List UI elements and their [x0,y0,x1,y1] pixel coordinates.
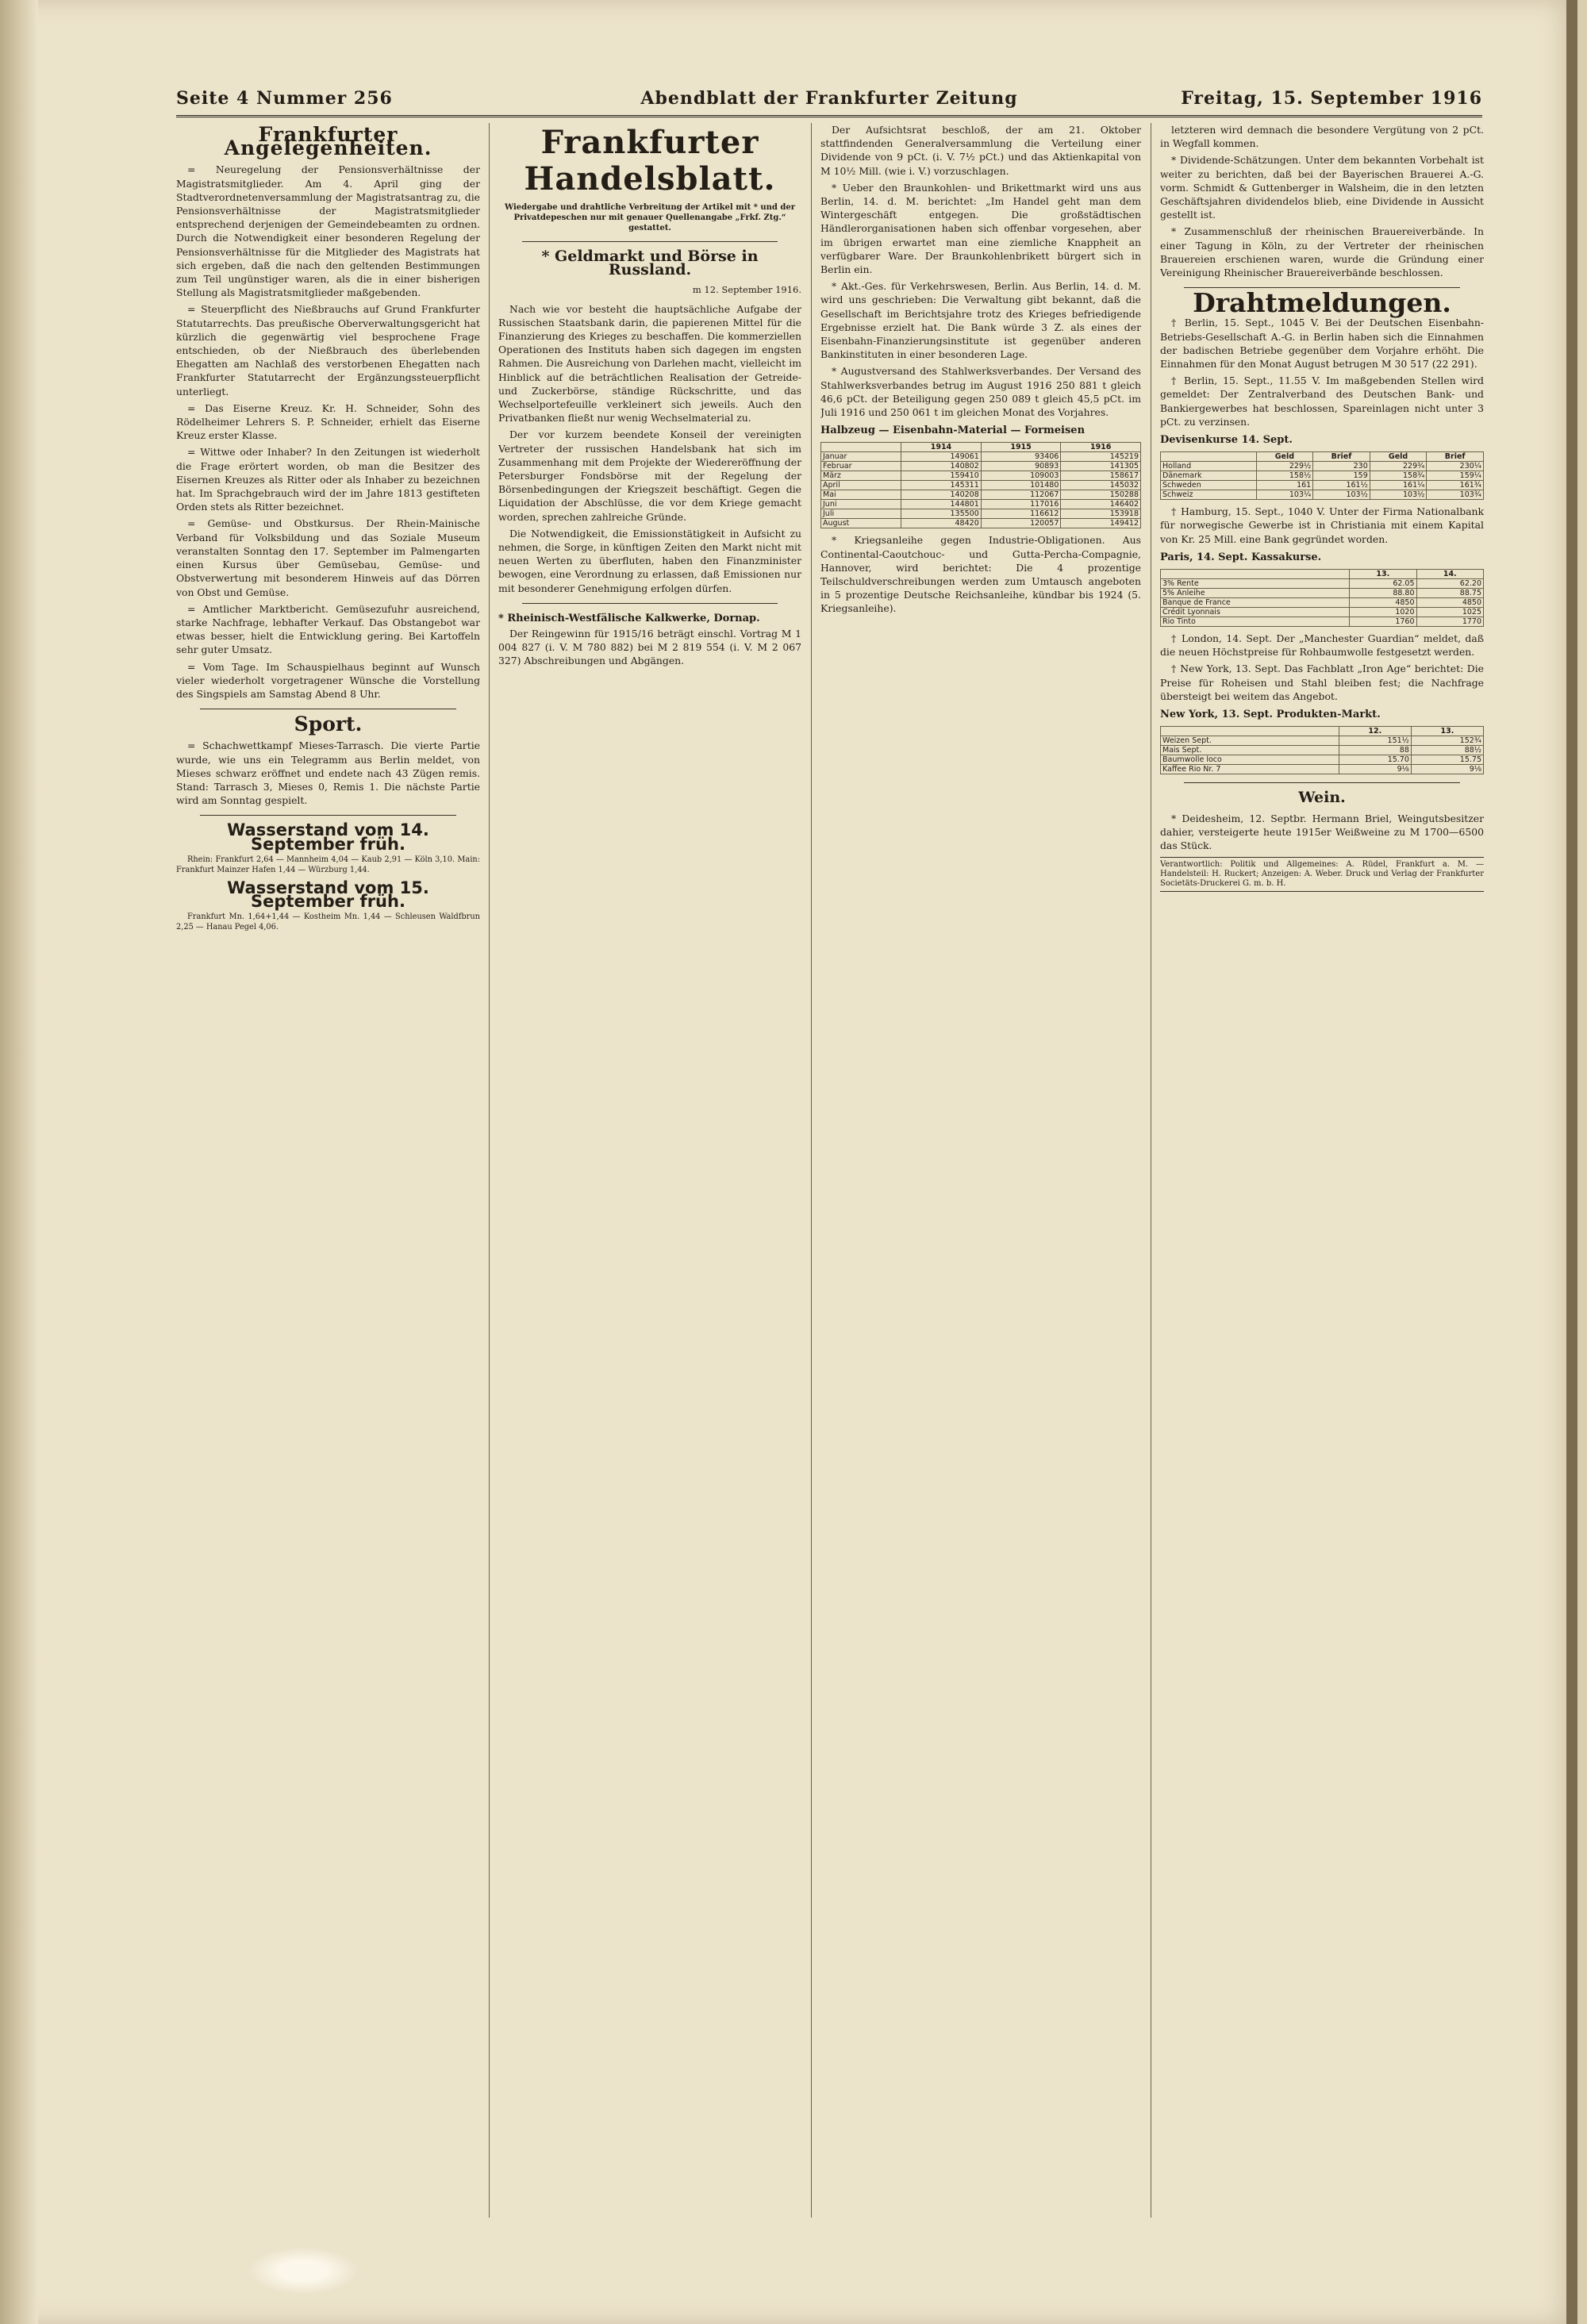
table-cell: 120057 [981,519,1061,528]
article: Die Notwendigkeit, die Emissionstätigkeit in Aufsicht zu nehmen, die Sorge, in künftigen Zeiten den Markt nicht mit neuen Werten zu überfluten, haben den Finanzminister bewogen, eine Verordnung zu erlassen, daß Emissionen nur mit besonderer Genehmigung erfolgen dürfen. [498,527,801,594]
table-cell: Juni [821,500,901,509]
table-cell: 15.70 [1339,755,1411,765]
divider [522,603,778,604]
column-header: 1915 [981,443,1061,452]
table-row [1161,481,1484,490]
page-edge [1566,0,1577,2324]
column-header [1161,727,1339,736]
table-cell: 109003 [981,471,1061,481]
column-header: Geld [1370,452,1427,462]
table-cell: 5% Anleihe [1161,589,1350,598]
page-header [176,83,1482,117]
article: letzteren wird demnach die besondere Vergütung von 2 pCt. in Wegfall kommen. [1160,124,1484,150]
table-cell: 229¾ [1370,462,1427,471]
table-row [1161,589,1484,598]
table-cell: Dänemark [1161,471,1257,481]
divider [522,241,778,242]
table-cell: 141305 [1061,462,1141,471]
table-cell: 153918 [1061,509,1141,519]
table-cell: 159410 [901,471,982,481]
table-cell: 117016 [981,500,1061,509]
table-cell: 62.20 [1416,579,1483,589]
table-row [821,462,1141,471]
article: = Schachwettkampf Mieses-Tarrasch. Die vierte Partie wurde, wie uns ein Telegramm aus Berlin meldet, von Mieses schwarz eröffnet und endete nach 43 Zügen remis. Stand: Tarrasch 3, Mieses 0, Remis 1. Die nächste Partie wird am Sonntag gespielt. [176,739,480,807]
table-header-row [1161,570,1484,579]
section-title: Wein. [1298,789,1346,807]
table-cell: März [821,471,901,481]
table-cell: 159 [1313,471,1370,481]
table-cell: 150288 [1061,490,1141,500]
column-header: 14. [1416,570,1483,579]
article: * Kriegsanleihe gegen Industrie-Obligationen. Aus Continental-Caoutchouc- und Gutta-Percha-Compagnie, Hannover, wird berichtet: Die 4 prozentige Teilschuldverschreibungen werden zum Umtausch angeboten in 5 prozentige Deutsche Reichsanleihe, kündbar bis 1924 (5. Kriegsanleihe). [820,534,1141,615]
column-header: 1916 [1061,443,1141,452]
table-header-row [821,443,1141,452]
article: Der Reingewinn für 1915/16 beträgt einschl. Vortrag M 1 004 827 (i. V. M 780 882) bei M 2 819 554 (i. V. M 2 067 327) Abschreibungen und Abgängen. [498,628,801,667]
page-binding [0,0,38,2324]
table-cell: 116612 [981,509,1061,519]
table-cell: 144801 [901,500,982,509]
section-title: Sport. [294,713,363,736]
article: = Steuerpflicht des Nießbrauchs auf Grund Frankfurter Statutarrechts. Das preußische Oberverwaltungsgericht hat kürzlich die gegenwärtig viel besprochene Frage entschieden, ob der Nießbrauch des überlebenden Ehegatten am Nachlaß des verstorbenen Ehegatten nach Frankfurter Statutarrecht der Ergänzungssteuerpflicht unterliegt. [176,303,480,398]
table-row [1161,462,1484,471]
telegram: † Berlin, 15. Sept., 1045 V. Bei der Deutschen Eisenbahn-Betriebs-Gesellschaft A.-G. in Berlin haben sich die Einnahmen der badischen Betriebe gegenüber dem Vorjahre erhöht. Die Einnahmen für den Monat August betrugen M 30 517 (22 291). [1160,317,1484,371]
table-cell: Holland [1161,462,1257,471]
table-cell: 93406 [981,452,1061,462]
table-cell: 1770 [1416,617,1483,627]
table-row [821,452,1141,462]
table-cell: 3% Rente [1161,579,1350,589]
table-cell: 151½ [1339,736,1411,746]
table-cell: 149061 [901,452,982,462]
column-markets [820,123,1141,2226]
table-row [821,490,1141,500]
table-cell: 88.75 [1416,589,1483,598]
table-cell: 159¼ [1427,471,1484,481]
article-headline: * Rheinisch-Westfälische Kalkwerke, Dornap. [498,612,760,624]
dateline: m 12. September 1916. [692,284,801,296]
table-cell: 103½ [1370,490,1427,500]
column-local-news [176,123,480,2234]
table-row [821,481,1141,490]
paris-quotes-table [1160,569,1484,627]
column-commerce [498,123,801,2202]
table-title: Paris, 14. Sept. Kassakurse. [1160,551,1322,563]
article: Der vor kurzem beendete Konseil der vereinigten Vertreter der russischen Handelsbank hat sich im Zusammenhang mit dem Projekte der Wiedereröffnung der Petersburger Fondsbörse mit der Regelung der Börsenbedingungen der Kriegszeit beschäftigt. Gegen die Liquidation der Abschlüsse, die vor dem Kriege gemacht worden, sprechen zahlreiche Gründe. [498,428,801,523]
table-row [1161,755,1484,765]
table-row [1161,617,1484,627]
article: = Amtlicher Marktbericht. Gemüsezufuhr ausreichend, starke Nachfrage, lebhafter Verkauf. Das Obstangebot war etwas besser, hielt die Entwicklung gering. Bei Kartoffeln sehr guter Umsatz. [176,602,480,656]
divider [200,815,456,816]
telegram: † London, 14. Sept. Der „Manchester Guardian“ meldet, daß die neuen Höchstpreise für Rohbaumwolle festgesetzt werden. [1160,632,1484,659]
article: * Zusammenschluß der rheinischen Brauereiverbände. In einer Tagung in Köln, zu der Vertreter der rheinischen Brauereien erschienen waren, wurde die Gründung einer Vereinigung Rheinischer Brauereiverbände beschlossen. [1160,225,1484,279]
table-row [1161,490,1484,500]
table-cell: 62.05 [1350,579,1416,589]
table-cell: 161 [1256,481,1313,490]
column-header: 13. [1350,570,1416,579]
column-rule [489,123,490,2218]
table-header-row [1161,452,1484,462]
table-cell: 101480 [981,481,1061,490]
table-cell: 230 [1313,462,1370,471]
column-header: 12. [1339,727,1411,736]
column-telegrams [1160,123,1484,2226]
table-row [821,509,1141,519]
water-level-title: Wasserstand vom 14. September früh. [227,820,429,854]
table-cell: 103¾ [1427,490,1484,500]
table-cell: Crédit Lyonnais [1161,608,1350,617]
imprint: Verantwortlich: Politik und Allgemeines: A. Rüdel, Frankfurt a. M. — Handelsteil: H. Ruckert; Anzeigen: A. Weber. Druck und Verlag der Frankfurter Societäts-Druckerei G. m. b. H. [1160,857,1484,892]
table-cell: 161¼ [1370,481,1427,490]
section-title: Frankfurter Angelegenheiten. [224,123,432,160]
table-cell: Schweiz [1161,490,1257,500]
table-cell: August [821,519,901,528]
table-row [1161,579,1484,589]
table-cell: 4850 [1416,598,1483,608]
reprint-note: Wiedergabe und drahtliche Verbreitung der Artikel mit * und der Privatdepeschen nur mit genauer Quellenangabe „Frkf. Ztg.“ gestattet. [504,203,796,232]
table-row [1161,736,1484,746]
table-row [1161,471,1484,481]
table-cell: 9⅛ [1411,765,1483,774]
table-cell: 90893 [981,462,1061,471]
table-cell: 230¼ [1427,462,1484,471]
table-row [1161,598,1484,608]
table-cell: 48420 [901,519,982,528]
table-cell: 229½ [1256,462,1313,471]
divider [1184,782,1460,783]
table-cell: Schweden [1161,481,1257,490]
column-header [1161,452,1257,462]
table-cell: 4850 [1350,598,1416,608]
article: Der Aufsichtsrat beschloß, der am 21. Oktober stattfindenden Generalversammlung die Verteilung einer Dividende von 9 pCt. (i. V. 7½ pCt.) und das Aktienkapital von M 10½ Mill. (wie i. V.) vorzuschlagen. [820,124,1141,177]
table-cell: 152¾ [1411,736,1483,746]
table-cell: Februar [821,462,901,471]
table-cell: 146402 [1061,500,1141,509]
table-row [1161,765,1484,774]
table-cell: April [821,481,901,490]
table-cell: 140802 [901,462,982,471]
table-cell: 135500 [901,509,982,519]
column-header: Brief [1313,452,1370,462]
table-cell: 88½ [1411,746,1483,755]
article: = Wittwe oder Inhaber? In den Zeitungen ist wiederholt die Frage erörtert worden, ob man die Besitzer des Eisernen Kreuzes als Ritter oder als Inhaber zu bezeichnen hat. Im Sprachgebrauch wird der im Jahre 1813 gestifteten Orden stets als Ritter bezeichnet. [176,446,480,513]
table-cell: 158617 [1061,471,1141,481]
table-cell: Weizen Sept. [1161,736,1339,746]
library-stamp [248,2247,359,2295]
column-header [821,443,901,452]
article: = Das Eiserne Kreuz. Kr. H. Schneider, Sohn des Rödelheimer Lehrers S. P. Schneider, erhielt das Eiserne Kreuz erster Klasse. [176,401,480,442]
article: = Gemüse- und Obstkursus. Der Rhein-Mainische Verband für Volksbildung und das Soziale Museum veranstalten Sonntag den 17. September im Palmengarten einen Kursus über Gemüsebau, Gemüse- und Obstverwertung mit besonderem Hinweis auf das Dörren von Obst und Gemüse. [176,517,480,598]
telegram: † New York, 13. Sept. Das Fachblatt „Iron Age“ berichtet: Die Preise für Roheisen und Stahl bleiben fest; die Nachfrage übersteigt bei weitem das Angebot. [1160,663,1484,702]
table-cell: Banque de France [1161,598,1350,608]
table-cell: Kaffee Rio Nr. 7 [1161,765,1339,774]
table-cell: 145219 [1061,452,1141,462]
column-rule [811,123,812,2218]
section-title: Drahtmeldungen. [1193,287,1451,319]
table-cell: 15.75 [1411,755,1483,765]
table-cell: 112067 [981,490,1061,500]
column-header: 13. [1411,727,1483,736]
steel-shipments-table [820,442,1141,528]
table-cell: 158½ [1256,471,1313,481]
water-level-table: Rhein: Frankfurt 2,64 — Mannheim 4,04 — Kaub 2,91 — Köln 3,10. Main: Frankfurt Mainzer Hafen 1,44 — Würzburg 1,44. [176,855,480,874]
issue-date: Freitag, 15. September 1916 [1181,88,1482,109]
table-cell: Januar [821,452,901,462]
table-row [821,471,1141,481]
column-header [1161,570,1350,579]
article: = Neuregelung der Pensionsverhältnisse der Magistratsmitglieder. Am 4. April ging der Stadtverordnetenversammlung der Magistratsantrag zu, die Pensionsverhältnisse der Magistratsmitglieder entsprechend derjenigen der Gemeindebeamten zu ordnen. Durch die Notwendigkeit einer besonderen Regelung der Pensionsverhältnisse für die Mitglieder des Magistrats hat sich ergeben, daß die nach den geltenden Bestimmungen zum Teil ungünstiger waren, als die in einer bisherigen Stellung als Magistratsmitglieder maßgebenden. [176,163,480,299]
table-cell: 145311 [901,481,982,490]
article: = Vom Tage. Im Schauspielhaus beginnt auf Wunsch vieler wiederholt vorgetragener Wünsche die Vorstellung des Singspiels am Samstag Abend 8 Uhr. [176,660,480,700]
article: * Deidesheim, 12. Septbr. Hermann Briel, Weingutsbesitzer dahier, versteigerte heute 1915er Weißweine zu M 1700—6500 das Stück. [1160,812,1484,851]
table-header-row [1161,727,1484,736]
table-cell: Rio Tinto [1161,617,1350,627]
table-cell: 1760 [1350,617,1416,627]
table-row [821,500,1141,509]
article: * Augustversand des Stahlwerksverbandes. Der Versand des Stahlwerksverbandes betrug im August 1916 250 881 t gleich 46,6 pCt. der Beteiligung gegen 250 089 t gleich 45,5 pCt. im Juli 1916 und 250 061 t im gleichen Monat des Vorjahres. [820,365,1141,419]
section-title: Frankfurter Handelsblatt. [524,124,776,198]
masthead: Abendblatt der Frankfurter Zeitung [640,88,1018,109]
table-cell: 158¾ [1370,471,1427,481]
table-title: New York, 13. Sept. Produkten-Markt. [1160,709,1381,721]
table-row [1161,746,1484,755]
table-cell: Juli [821,509,901,519]
table-cell: 9⅛ [1339,765,1411,774]
table-cell: 88.80 [1350,589,1416,598]
column-header: 1914 [901,443,982,452]
column-header: Geld [1256,452,1313,462]
table-cell: 103½ [1313,490,1370,500]
column-header: Brief [1427,452,1484,462]
telegram: † Hamburg, 15. Sept., 1040 V. Unter der Firma Nationalbank für norwegische Gewerbe ist in Christiania mit einem Kapital von Kr. 25 Mill. eine Bank gegründet worden. [1160,505,1484,545]
table-cell: 140208 [901,490,982,500]
table-title: Devisenkurse 14. Sept. [1160,434,1293,447]
water-level-title: Wasserstand vom 15. September früh. [227,878,429,911]
table-cell: 88 [1339,746,1411,755]
table-cell: 149412 [1061,519,1141,528]
table-cell: 161½ [1313,481,1370,490]
table-cell: Baumwolle loco [1161,755,1339,765]
water-level-table: Frankfurt Mn. 1,64+1,44 — Kostheim Mn. 1,44 — Schleusen Waldfbrun 2,25 — Hanau Pegel 4,06. [176,912,480,932]
article-headline: * Geldmarkt und Börse in Russland. [541,248,759,279]
table-cell: 161¾ [1427,481,1484,490]
exchange-rate-table [1160,451,1484,500]
table-cell: 1020 [1350,608,1416,617]
article: * Dividende-Schätzungen. Unter dem bekannten Vorbehalt ist weiter zu berichten, daß bei der Bayerischen Brauerei A.-G. vorm. Schmidt & Guttenberger in Walsheim, die in den letzten Geschäftsjahren dividendelos blieb, eine Dividende in Aussicht gestellt ist. [1160,154,1484,221]
article: Nach wie vor besteht die hauptsächliche Aufgabe der Russischen Staatsbank darin, die papierenen Mittel für die Finanzierung des Krieges zu beschaffen. Die kommerziellen Operationen des Instituts haben sich dagegen im engsten Rahmen. Die Ausreichung von Darlehen macht, vielleicht im Hinblick auf die beträchtlichen Realisation der Getreide- und Zuckerbörse, ständige Rückschritte, und das Wechselportefeuille verkleinert sich jeweils. Auch den Privatbanken fließt nur wenig Wechselmaterial zu. [498,302,801,424]
telegram: † Berlin, 15. Sept., 11.55 V. Im maßgebenden Stellen wird gemeldet: Der Zentralverband des Deutschen Bank- und Bankiergewerbes hat beschlossen, Spareinlagen nicht unter 3 pCt. zu verzinsen. [1160,375,1484,428]
table-title: Halbzeug — Eisenbahn-Material — Formeisen [820,424,1086,437]
produce-market-table [1160,726,1484,774]
table-cell: 1025 [1416,608,1483,617]
table-cell: Mai [821,490,901,500]
table-row [821,519,1141,528]
article: * Ueber den Braunkohlen- und Brikettmarkt wird uns aus Berlin, 14. d. M. berichtet: „Im Handel geht man dem Wintergeschäft entgegen. Die großstädtischen Händlerorganisationen haben sich offenbar vorgesehen, aber im übrigen erwartet man eine ziemliche Knappheit an verfügbarer Ware. Der Braunkohlenbrikett bürgert sich in Berlin ein. [820,181,1141,276]
table-cell: 103¼ [1256,490,1313,500]
table-cell: 145032 [1061,481,1141,490]
table-cell: Mais Sept. [1161,746,1339,755]
table-row [1161,608,1484,617]
article: * Akt.-Ges. für Verkehrswesen, Berlin. Aus Berlin, 14. d. M. wird uns geschrieben: Die Verwaltung gibt bekannt, daß die Gesellschaft im Berichtsjahre trotz des Krieges befriedigende Ergebnisse erzielt hat. Die Bank würde 3 Z. als eines der Eisenbahn-Finanzierungsinstitute ist gegenüber anderen Bankinstituten in einer besonderen Lage. [820,280,1141,361]
page-number: Seite 4 Nummer 256 [176,88,393,109]
